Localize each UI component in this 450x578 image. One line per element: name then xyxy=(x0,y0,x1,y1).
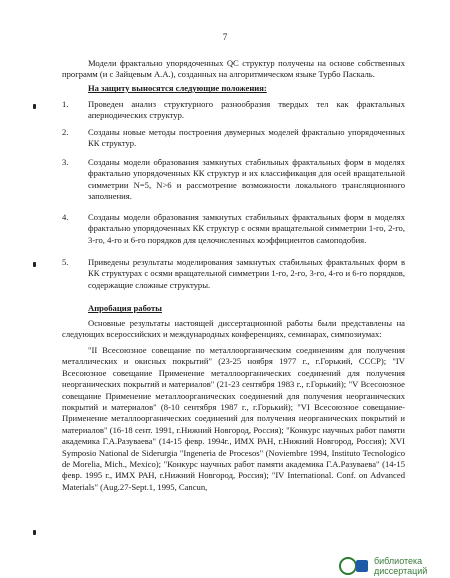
binding-hole-mark xyxy=(33,262,36,267)
conferences-paragraph: "II Всесоюзное совещание по металлоорганическим соединениям для получения металлических и окисных покрытий" (23-25 ноября 1977 г., г.Горький, СССР); "IV Всесоюзное совещание Применение металлоорганических соединений для получения неорганических покрытий и материалов" (21-23 сентября 1983 г., г.Горький); "V Всесоюзное совещание Применение металлоорганических соединений для получения неорганических покрытий и материалов" (8-10 сентября 1987 г., г.Горький); "VI Всесоюзное совещание- Применение металлоорганических соединений для получения неорганических покрытий и материалов" (16-18 сент. 1991, г.Нижний Новгород, Россия); "Конкурс научных работ памяти академика Г.А.Разуваева" (14-15 февр. 1994г., ИМХ РАН, г.Нижний Новгород, Россия); XVI Symposio National de Siderurgia "Ingeneria de Procesos" (Noviembre 1994, Instituto Tecnologico de Morelia, Mich., Mexico); "Конкурс научных работ памяти академика Г.А.Разуваева" (14-15 февр. 1995 г., ИМХ РАН, г.Нижний Новгород, Россия); "IV International. Conf. on Advanced Materials" (Aug.27-Sept.1, 1995, Cancun, xyxy=(62,345,405,492)
binding-hole-mark xyxy=(33,104,36,109)
item-2-text: Созданы новые методы построения двумерных моделей фрактально упорядоченных КК структур. xyxy=(88,127,405,149)
page-number: 7 xyxy=(222,32,228,42)
defense-heading: На защиту выносятся следующие положения: xyxy=(88,83,267,93)
item-4-text: Созданы модели образования замкнутых стабильных фрактальных форм в моделях фрактально упорядоченных КК структур с осями вращательной симметрии 1-го, 2-го, 3-го, 4-го и 6-го порядков для целочисленных коэффициентов самоподобия. xyxy=(88,212,405,245)
item-3-number: 3. xyxy=(62,157,69,167)
watermark-text: библиотека диссертаций xyxy=(374,556,428,576)
binding-hole-mark xyxy=(33,530,36,535)
item-3-text: Созданы модели образования замкнутых стабильных фрактальных форм в моделях фрактально упорядоченных КК структур и их классификация для осей вращательной симметрии N=5, N>6 и рассмотрение возможности локального трансляционного заполнения. xyxy=(88,157,405,202)
dslib-logo xyxy=(338,555,372,577)
item-5-number: 5. xyxy=(62,257,69,267)
item-4-number: 4. xyxy=(62,212,69,222)
approbation-heading: Апробация работы xyxy=(88,303,162,313)
item-2-number: 2. xyxy=(62,127,69,137)
intro-paragraph: Модели фрактально упорядоченных QC структур получены на основе собственных программ (и с Зайцевым А.А.), созданных на алгоритмическом языке Турбо Паскаль. xyxy=(62,58,405,80)
item-1-text: Проведен анализ структурного разнообразия твердых тел как фрактальных апериодических структур. xyxy=(88,99,405,121)
item-1-number: 1. xyxy=(62,99,69,109)
watermark xyxy=(338,554,450,578)
approbation-paragraph: Основные результаты настоящей диссертационной работы были представлены на следующих всероссийских и международных конференциях, семинарах, симпозиумах: xyxy=(62,318,405,340)
item-5-text: Приведены результаты моделирования замкнутых стабильных фрактальных форм в КК структурах с осями вращательной симметрии 1-го, 2-го, 3-го, 4-го и 6-го порядков, содержащие сложные структуры. xyxy=(88,257,405,290)
